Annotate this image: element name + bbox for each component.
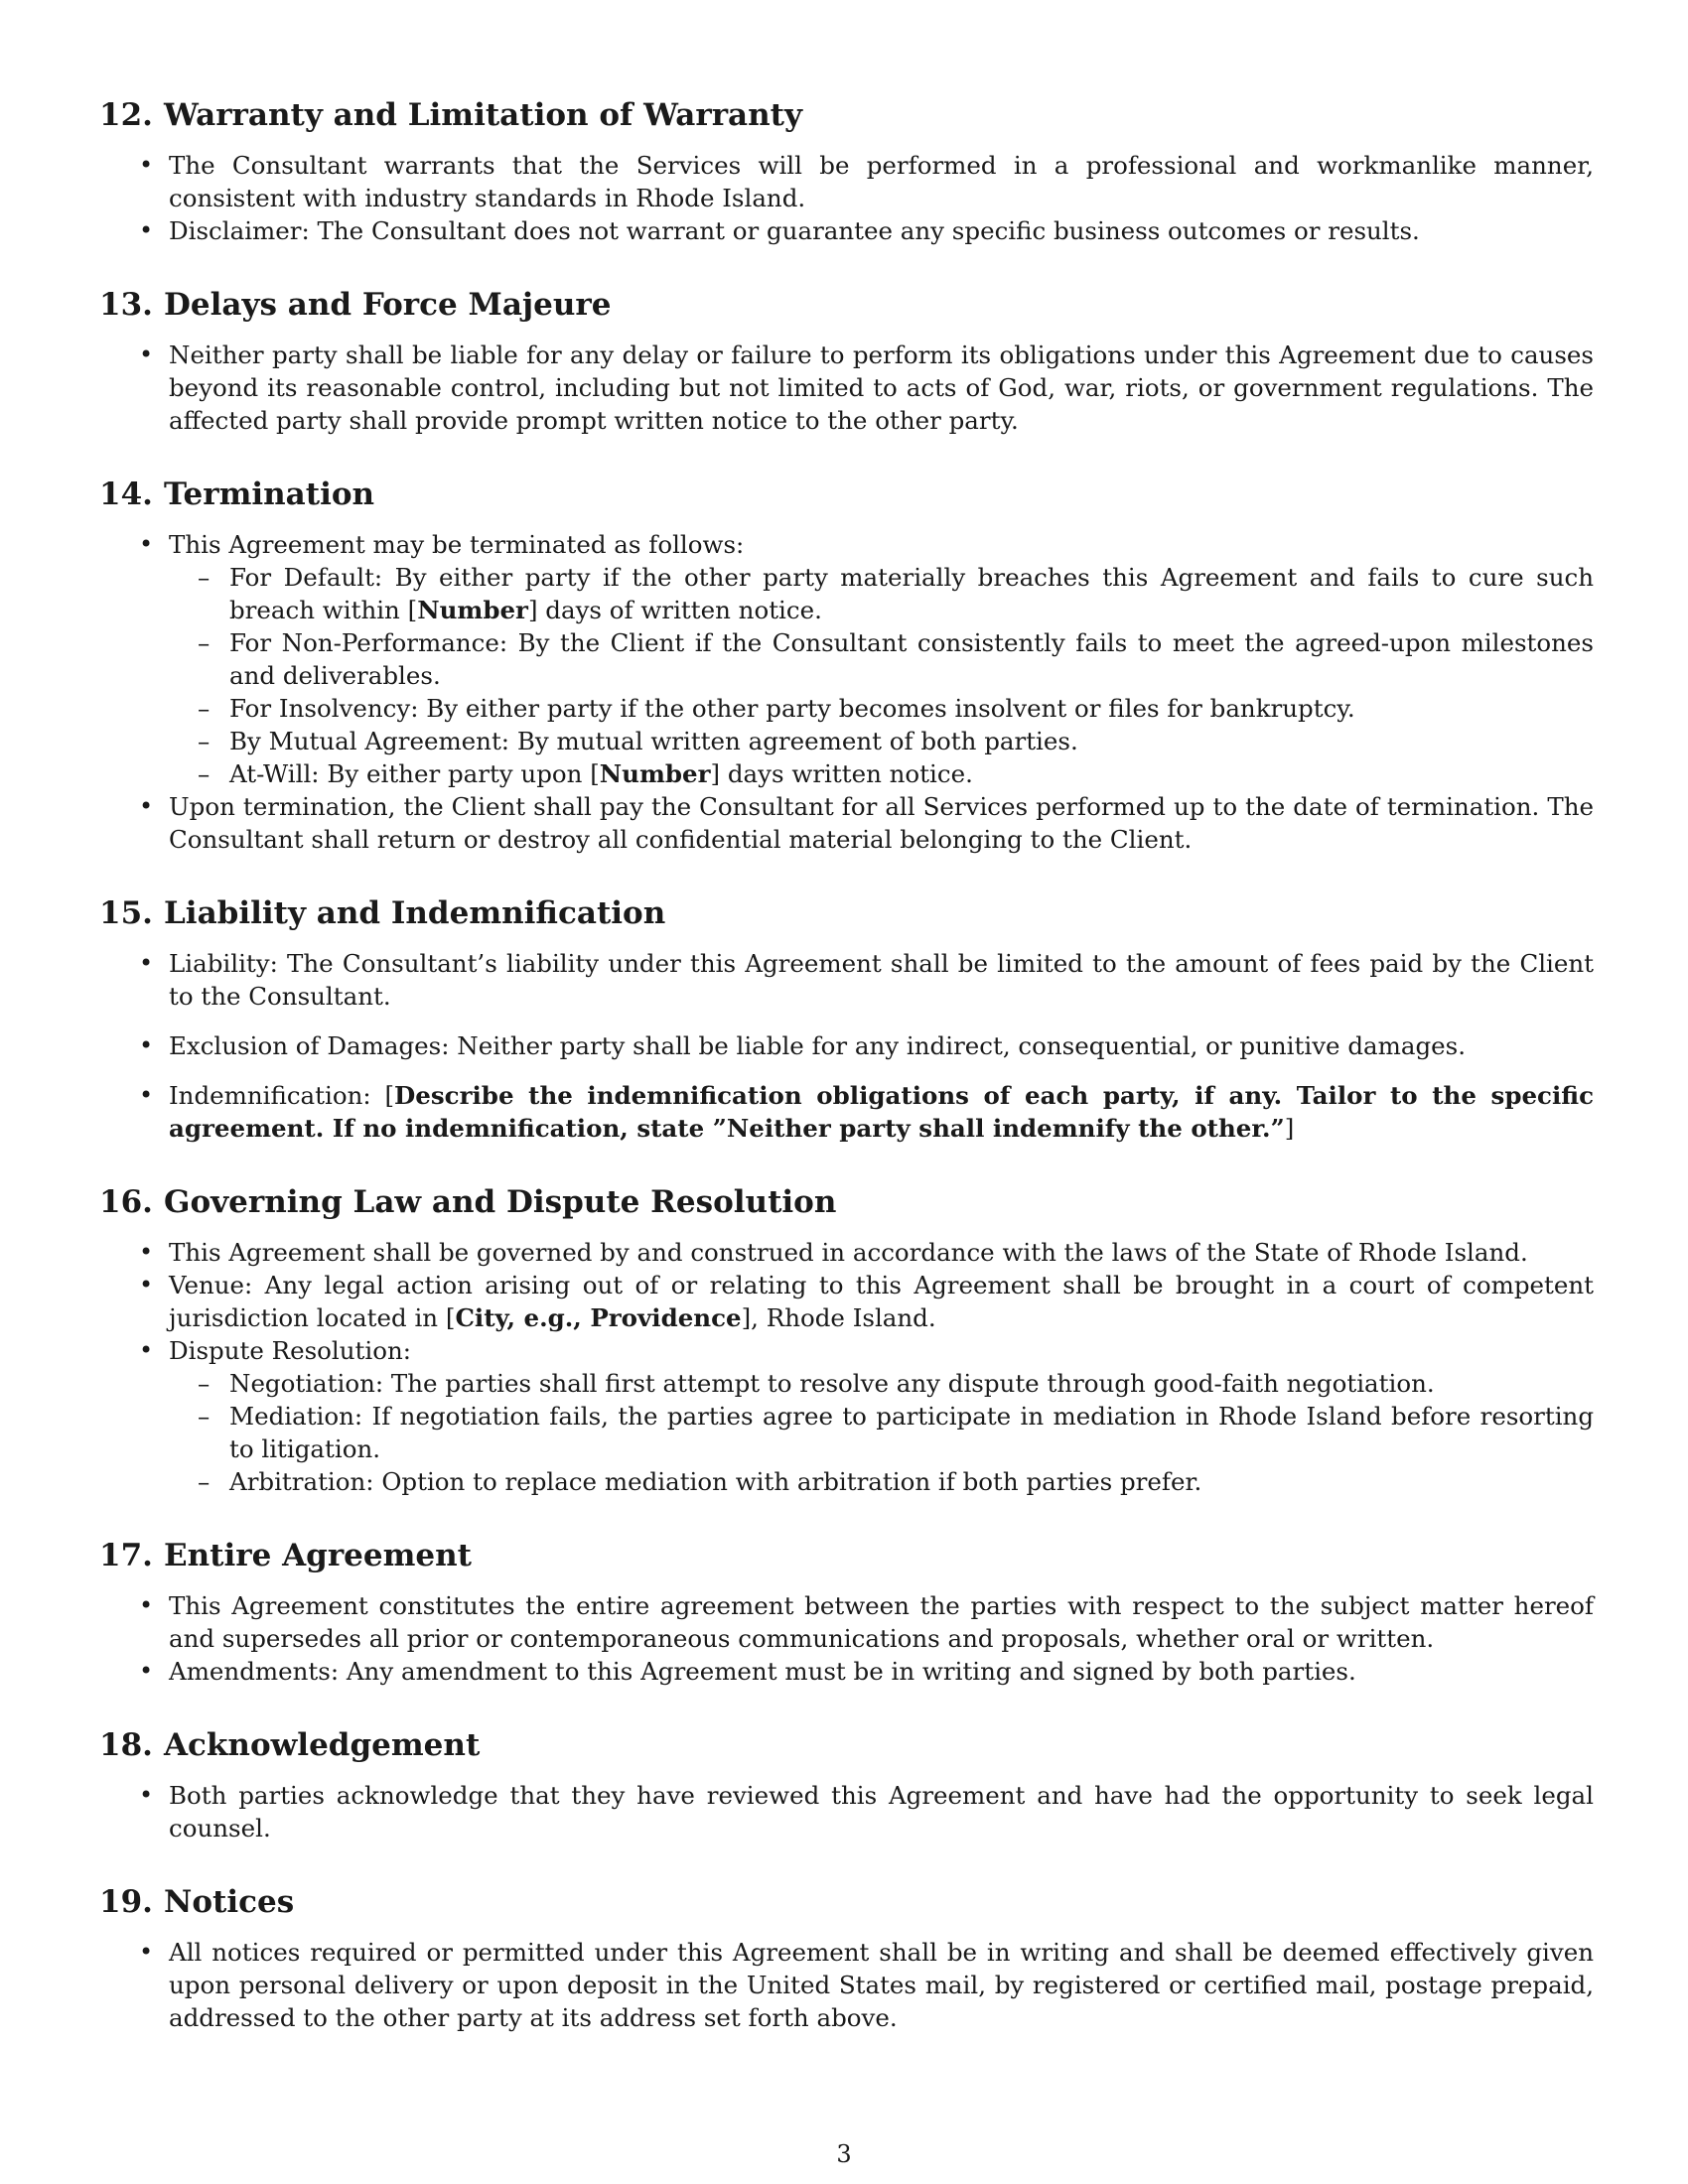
bullet-icon: • bbox=[139, 341, 154, 368]
bullet-icon: • bbox=[139, 1781, 154, 1809]
bullet-icon: • bbox=[139, 1081, 154, 1109]
item-text: At-Will: By either party upon [ bbox=[229, 759, 600, 788]
section-number: 18. bbox=[99, 1727, 153, 1763]
sub-list-item bbox=[198, 757, 1594, 790]
item-text-suffix: ] bbox=[1284, 1114, 1295, 1143]
item-text: For Default: By either party if the other party materially breaches this Agreement and fails to cure such breach within [ bbox=[229, 563, 1594, 624]
section-16 bbox=[99, 1182, 1594, 1498]
list-item bbox=[139, 528, 1594, 790]
bullet-icon: • bbox=[139, 151, 154, 179]
section-number: 17. bbox=[99, 1538, 153, 1573]
section-17 bbox=[99, 1536, 1594, 1688]
section-number: 19. bbox=[99, 1884, 153, 1920]
item-text: All notices required or permitted under this Agreement shall be in writing and shall be deemed effectively given upon personal delivery or upon deposit in the United States mail, by registered or certified mail, postage prepaid, addressed to the other party at its address set forth above. bbox=[169, 1938, 1594, 2032]
section-heading bbox=[99, 1536, 1594, 1575]
section-title: Termination bbox=[164, 477, 375, 512]
item-text: This Agreement constitutes the entire agreement between the parties with respect to the subject matter hereof and supersedes all prior or contemporaneous communications and proposals, whether oral or written. bbox=[169, 1591, 1594, 1653]
section-heading bbox=[99, 1182, 1594, 1222]
sub-list-item bbox=[198, 561, 1594, 626]
section-14 bbox=[99, 475, 1594, 856]
list-item bbox=[139, 1334, 1594, 1498]
item-text: For Insolvency: By either party if the other party becomes insolvent or files for bankruptcy. bbox=[229, 694, 1355, 723]
dash-icon: – bbox=[198, 563, 211, 592]
bullet-icon: • bbox=[139, 530, 154, 558]
section-title: Liability and Indemnification bbox=[164, 895, 666, 931]
list-item bbox=[139, 1589, 1594, 1655]
list-item bbox=[139, 790, 1594, 856]
list-item bbox=[139, 947, 1594, 1013]
item-text: Both parties acknowledge that they have reviewed this Agreement and have had the opportunity to seek legal counsel. bbox=[169, 1781, 1594, 1843]
bullet-icon: • bbox=[139, 1031, 154, 1059]
placeholder-text: Number bbox=[599, 759, 711, 788]
bullet-icon: • bbox=[139, 1271, 154, 1298]
list-item bbox=[139, 339, 1594, 437]
item-text: Arbitration: Option to replace mediation with arbitration if both parties prefer. bbox=[229, 1467, 1202, 1496]
dash-icon: – bbox=[198, 759, 211, 788]
section-heading bbox=[99, 475, 1594, 514]
item-text: Indemnification: [ bbox=[169, 1081, 395, 1110]
dash-icon: – bbox=[198, 1402, 211, 1431]
sub-list-item bbox=[198, 626, 1594, 692]
sub-list-item bbox=[198, 1465, 1594, 1498]
placeholder-text: Describe the indemnification obligations of each party, if any. Tailor to the specific agreement. If no indemnification, state ”Neither party shall indemnify the other.” bbox=[169, 1081, 1594, 1143]
section-heading bbox=[99, 285, 1594, 325]
section-19 bbox=[99, 1882, 1594, 2034]
section-title: Warranty and Limitation of Warranty bbox=[164, 97, 803, 133]
item-text: Mediation: If negotiation fails, the parties agree to participate in mediation in Rhode Island before resorting to litigation. bbox=[229, 1402, 1594, 1463]
bullet-icon: • bbox=[139, 1591, 154, 1619]
document-body bbox=[99, 95, 1594, 2072]
item-text: By Mutual Agreement: By mutual written agreement of both parties. bbox=[229, 727, 1078, 755]
section-number: 13. bbox=[99, 287, 153, 323]
bullet-list bbox=[99, 528, 1594, 856]
item-text: Neither party shall be liable for any delay or failure to perform its obligations under this Agreement due to causes beyond its reasonable control, including but not limited to acts of God, war, riots, or government regulations. The affected party shall provide prompt written notice to the other party. bbox=[169, 341, 1594, 435]
item-text: Liability: The Consultant’s liability under this Agreement shall be limited to the amount of fees paid by the Client to the Consultant. bbox=[169, 949, 1594, 1011]
item-text: Dispute Resolution: bbox=[169, 1336, 411, 1365]
list-item bbox=[139, 1029, 1594, 1062]
dash-icon: – bbox=[198, 694, 211, 723]
placeholder-text: Number bbox=[417, 596, 528, 624]
bullet-list bbox=[99, 1779, 1594, 1844]
sub-list-item bbox=[198, 692, 1594, 725]
bullet-icon: • bbox=[139, 1657, 154, 1685]
sub-list-item bbox=[198, 725, 1594, 757]
sub-list-item bbox=[198, 1367, 1594, 1400]
item-text: Venue: Any legal action arising out of or relating to this Agreement shall be brought in a court of competent jurisdiction located in [ bbox=[169, 1271, 1594, 1332]
bullet-list bbox=[99, 1589, 1594, 1688]
bullet-icon: • bbox=[139, 792, 154, 820]
section-heading bbox=[99, 893, 1594, 933]
item-text: For Non-Performance: By the Client if the Consultant consistently fails to meet the agreed-upon milestones and deliverables. bbox=[229, 628, 1594, 690]
section-heading bbox=[99, 1725, 1594, 1765]
item-text: Disclaimer: The Consultant does not warrant or guarantee any specific business outcomes or results. bbox=[169, 216, 1420, 245]
section-number: 14. bbox=[99, 477, 153, 512]
section-number: 15. bbox=[99, 895, 153, 931]
item-text-suffix: ] days of written notice. bbox=[527, 596, 822, 624]
section-title: Notices bbox=[164, 1884, 295, 1920]
section-15 bbox=[99, 893, 1594, 1145]
item-text: This Agreement shall be governed by and construed in accordance with the laws of the State of Rhode Island. bbox=[169, 1238, 1528, 1267]
page-number: 3 bbox=[836, 2140, 852, 2168]
sub-list bbox=[169, 561, 1594, 790]
bullet-list bbox=[99, 1236, 1594, 1498]
item-text: Upon termination, the Client shall pay the Consultant for all Services performed up to the date of termination. The Consultant shall return or destroy all confidential material belonging to the Client. bbox=[169, 792, 1594, 854]
sub-list-item bbox=[198, 1400, 1594, 1465]
item-text-suffix: ], Rhode Island. bbox=[741, 1303, 936, 1332]
bullet-list bbox=[99, 947, 1594, 1145]
bullet-icon: • bbox=[139, 949, 154, 977]
section-heading bbox=[99, 95, 1594, 135]
list-item bbox=[139, 1655, 1594, 1688]
section-12 bbox=[99, 95, 1594, 247]
bullet-icon: • bbox=[139, 216, 154, 244]
dash-icon: – bbox=[198, 1467, 211, 1496]
list-item bbox=[139, 149, 1594, 214]
bullet-icon: • bbox=[139, 1938, 154, 1966]
bullet-list bbox=[99, 1936, 1594, 2034]
dash-icon: – bbox=[198, 1369, 211, 1398]
item-text-suffix: ] days written notice. bbox=[710, 759, 973, 788]
dash-icon: – bbox=[198, 628, 211, 657]
item-text: Exclusion of Damages: Neither party shall be liable for any indirect, consequential, or punitive damages. bbox=[169, 1031, 1466, 1060]
list-item bbox=[139, 1079, 1594, 1145]
section-title: Governing Law and Dispute Resolution bbox=[164, 1184, 837, 1220]
section-title: Acknowledgement bbox=[164, 1727, 481, 1763]
item-text: The Consultant warrants that the Services will be performed in a professional and workmanlike manner, consistent with industry standards in Rhode Island. bbox=[169, 151, 1594, 212]
section-13 bbox=[99, 285, 1594, 437]
item-text: This Agreement may be terminated as follows: bbox=[169, 530, 745, 559]
section-number: 12. bbox=[99, 97, 153, 133]
placeholder-text: City, e.g., Providence bbox=[455, 1303, 742, 1332]
section-title: Delays and Force Majeure bbox=[164, 287, 612, 323]
bullet-list bbox=[99, 149, 1594, 247]
item-text: Negotiation: The parties shall first attempt to resolve any dispute through good-faith negotiation. bbox=[229, 1369, 1435, 1398]
item-text: Amendments: Any amendment to this Agreement must be in writing and signed by both parties. bbox=[169, 1657, 1356, 1686]
bullet-icon: • bbox=[139, 1238, 154, 1266]
list-item bbox=[139, 1779, 1594, 1844]
section-title: Entire Agreement bbox=[164, 1538, 472, 1573]
section-18 bbox=[99, 1725, 1594, 1844]
list-item bbox=[139, 1236, 1594, 1269]
section-heading bbox=[99, 1882, 1594, 1922]
bullet-list bbox=[99, 339, 1594, 437]
sub-list bbox=[169, 1367, 1594, 1498]
list-item bbox=[139, 1269, 1594, 1334]
section-number: 16. bbox=[99, 1184, 153, 1220]
list-item bbox=[139, 1936, 1594, 2034]
bullet-icon: • bbox=[139, 1336, 154, 1364]
list-item bbox=[139, 214, 1594, 247]
dash-icon: – bbox=[198, 727, 211, 755]
